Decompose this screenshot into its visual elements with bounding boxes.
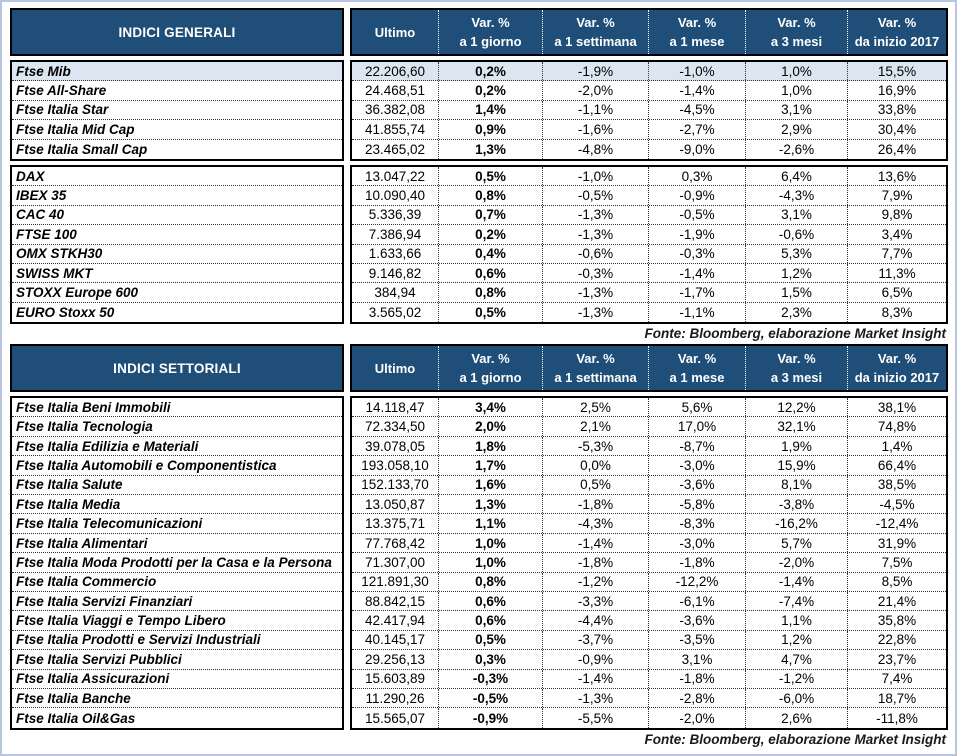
table-title: INDICI SETTORIALI <box>113 360 241 376</box>
var-3-mesi-cell: 2,9% <box>745 120 847 138</box>
index-values-row <box>352 81 946 100</box>
var-3-mesi-cell: 12,2% <box>745 398 847 416</box>
var-1-giorno-cell: 0,9% <box>438 120 542 138</box>
var-inizio-2017-cell: 22,8% <box>847 631 946 649</box>
var-3-mesi-cell: -2,0% <box>745 553 847 571</box>
var-1-settimana-cell: -4,8% <box>542 140 648 159</box>
var-1-mese-cell: -2,7% <box>648 120 745 138</box>
index-name-cell: DAX <box>12 167 342 186</box>
var-label-line1: Var. % <box>576 351 615 367</box>
var-1-giorno-cell: 0,8% <box>438 186 542 204</box>
var-inizio-2017-cell: 6,5% <box>847 283 946 301</box>
var-1-giorno-cell: 0,8% <box>438 283 542 301</box>
var-3-mesi-cell: 1,0% <box>745 62 847 80</box>
var-3-mesi-cell: 5,3% <box>745 245 847 263</box>
index-values-column <box>350 60 948 161</box>
var-1-giorno-cell: 1,1% <box>438 514 542 532</box>
var-1-mese-cell: -1,1% <box>648 303 745 322</box>
index-values-row <box>352 514 946 533</box>
var-1-giorno-cell: 2,0% <box>438 417 542 435</box>
index-values-row <box>352 167 946 186</box>
index-values-row <box>352 573 946 592</box>
index-name-cell: Ftse Italia Edilizia e Materiali <box>12 437 342 456</box>
index-values-row <box>352 417 946 436</box>
index-name-cell: CAC 40 <box>12 206 342 225</box>
var-3-mesi-cell: 32,1% <box>745 417 847 435</box>
index-values-row <box>352 689 946 708</box>
var-1-giorno-cell: -0,9% <box>438 708 542 727</box>
ultimo-cell: 71.307,00 <box>364 554 426 570</box>
var-1-giorno-cell: 0,5% <box>438 303 542 322</box>
var-1-mese-cell: -1,7% <box>648 283 745 301</box>
var-inizio-2017-cell: -11,8% <box>847 708 946 727</box>
index-name-cell: Ftse Italia Media <box>12 495 342 514</box>
table-title: INDICI GENERALI <box>118 24 236 40</box>
var-inizio-2017-cell: 66,4% <box>847 456 946 474</box>
var-label-line1: Var. % <box>877 351 917 367</box>
var-label-line2: da inizio 2017 <box>854 34 940 49</box>
var-1-giorno-cell: 1,3% <box>438 140 542 159</box>
var-label-line1: Var. % <box>677 351 717 367</box>
index-values-row <box>352 631 946 650</box>
var-1-giorno-cell: 0,2% <box>438 81 542 99</box>
var-1-settimana-cell: -1,4% <box>542 670 648 688</box>
var-inizio-2017-cell: 7,4% <box>847 670 946 688</box>
index-values-row <box>352 245 946 264</box>
var-1-settimana-cell: -1,8% <box>542 553 648 571</box>
var-column-header <box>847 10 946 54</box>
var-1-mese-cell: -0,9% <box>648 186 745 204</box>
market-report-page <box>10 8 948 749</box>
index-name-cell: Ftse Italia Assicurazioni <box>12 670 342 689</box>
var-label-line2: a 1 mese <box>669 370 725 386</box>
var-1-mese-cell: -12,2% <box>648 573 745 591</box>
var-1-mese-cell: 0,3% <box>648 167 745 185</box>
index-values-row <box>352 476 946 495</box>
indici-settoriali-table <box>10 344 948 730</box>
var-inizio-2017-cell: 21,4% <box>847 592 946 610</box>
ultimo-cell: 22.206,60 <box>364 63 426 79</box>
var-column-header <box>438 346 542 390</box>
index-values-row <box>352 592 946 611</box>
var-label-line1: Var. % <box>777 351 816 367</box>
index-name-cell: Ftse Italia Beni Immobili <box>12 398 342 417</box>
index-values-row <box>352 62 946 81</box>
var-1-giorno-cell: 1,7% <box>438 456 542 474</box>
var-1-settimana-cell: -1,3% <box>542 206 648 224</box>
var-3-mesi-cell: -7,4% <box>745 592 847 610</box>
var-3-mesi-cell: -2,6% <box>745 140 847 159</box>
var-label-line1: Var. % <box>877 15 917 30</box>
index-values-row <box>352 120 946 139</box>
var-column-header <box>542 10 648 54</box>
index-values-row <box>352 303 946 322</box>
ultimo-cell: 121.891,30 <box>361 574 429 590</box>
index-values-row <box>352 225 946 244</box>
var-1-mese-cell: -2,8% <box>648 689 745 707</box>
var-1-mese-cell: -6,1% <box>648 592 745 610</box>
var-column-header <box>648 10 745 54</box>
var-3-mesi-cell: 1,1% <box>745 611 847 629</box>
index-group <box>10 60 948 161</box>
var-1-settimana-cell: -0,5% <box>542 186 648 204</box>
var-inizio-2017-cell: 38,5% <box>847 476 946 494</box>
var-1-giorno-cell: 0,6% <box>438 611 542 629</box>
ultimo-column-header <box>352 10 438 54</box>
var-3-mesi-cell: 6,4% <box>745 167 847 185</box>
var-1-mese-cell: -3,6% <box>648 611 745 629</box>
var-label-line2: a 3 mesi <box>770 370 823 386</box>
index-name-cell: Ftse Italia Banche <box>12 689 342 708</box>
var-1-mese-cell: -1,8% <box>648 670 745 688</box>
index-name-cell: Ftse Italia Alimentari <box>12 534 342 553</box>
var-inizio-2017-cell: 33,8% <box>847 101 946 119</box>
index-values-row <box>352 437 946 456</box>
var-1-settimana-cell: 0,5% <box>542 476 648 494</box>
index-name-cell: IBEX 35 <box>12 186 342 205</box>
var-1-settimana-cell: -1,3% <box>542 689 648 707</box>
var-1-settimana-cell: -1,9% <box>542 62 648 80</box>
var-1-giorno-cell: 1,4% <box>438 101 542 119</box>
index-values-row <box>352 495 946 514</box>
var-3-mesi-cell: 1,2% <box>745 631 847 649</box>
var-column-header <box>542 346 648 390</box>
var-inizio-2017-cell: 74,8% <box>847 417 946 435</box>
index-values-row <box>352 456 946 475</box>
var-inizio-2017-cell: 26,4% <box>847 140 946 159</box>
index-name-cell: Ftse Italia Star <box>12 101 342 120</box>
var-1-settimana-cell: -1,3% <box>542 225 648 243</box>
table-title-cell <box>10 344 344 392</box>
index-name-cell: Ftse All-Share <box>12 81 342 100</box>
var-inizio-2017-cell: 3,4% <box>847 225 946 243</box>
index-name-cell: EURO Stoxx 50 <box>16 304 115 320</box>
var-label-line2: a 1 giorno <box>459 34 522 49</box>
ultimo-cell: 15.565,07 <box>364 710 426 726</box>
var-1-mese-cell: -2,0% <box>648 708 745 727</box>
table-header-row <box>10 344 948 392</box>
var-3-mesi-cell: -1,2% <box>745 670 847 688</box>
index-values-row <box>352 553 946 572</box>
column-headers <box>350 344 948 392</box>
var-inizio-2017-cell: 23,7% <box>847 650 946 668</box>
var-1-giorno-cell: 1,0% <box>438 553 542 571</box>
index-values-row <box>352 206 946 225</box>
ultimo-cell: 13.047,22 <box>364 168 426 184</box>
var-1-settimana-cell: -0,9% <box>542 650 648 668</box>
index-name-cell: Ftse Italia Small Cap <box>16 141 148 157</box>
ultimo-cell: 3.565,02 <box>368 304 422 320</box>
index-values-row <box>352 101 946 120</box>
var-inizio-2017-cell: 8,3% <box>847 303 946 322</box>
column-header-cells <box>352 346 946 390</box>
var-3-mesi-cell: 1,5% <box>745 283 847 301</box>
index-values-row <box>352 650 946 669</box>
var-1-mese-cell: -4,5% <box>648 101 745 119</box>
ultimo-column-label: Ultimo <box>374 360 416 376</box>
index-name-column <box>10 396 344 730</box>
var-3-mesi-cell: -0,6% <box>745 225 847 243</box>
ultimo-cell: 39.078,05 <box>364 438 426 454</box>
var-label-line2: a 1 giorno <box>459 370 522 386</box>
var-inizio-2017-cell: 11,3% <box>847 264 946 282</box>
var-1-mese-cell: 5,6% <box>648 398 745 416</box>
var-1-mese-cell: -1,4% <box>648 264 745 282</box>
var-1-giorno-cell: 1,0% <box>438 534 542 552</box>
var-inizio-2017-cell: 9,8% <box>847 206 946 224</box>
var-1-giorno-cell: 0,2% <box>438 62 542 80</box>
var-1-mese-cell: -1,0% <box>648 62 745 80</box>
var-1-settimana-cell: -1,8% <box>542 495 648 513</box>
var-inizio-2017-cell: -4,5% <box>847 495 946 513</box>
var-3-mesi-cell: -6,0% <box>745 689 847 707</box>
index-name-cell: Ftse Italia Salute <box>12 476 342 495</box>
var-1-mese-cell: 17,0% <box>648 417 745 435</box>
var-1-settimana-cell: -2,0% <box>542 81 648 99</box>
ultimo-cell: 11.290,26 <box>365 690 425 706</box>
index-name-cell: Ftse Italia Telecomunicazioni <box>12 514 342 533</box>
var-1-mese-cell: -0,3% <box>648 245 745 263</box>
ultimo-cell: 13.050,87 <box>364 496 426 512</box>
var-1-settimana-cell: -1,6% <box>542 120 648 138</box>
ultimo-cell: 152.133,70 <box>361 477 429 493</box>
ultimo-cell: 7.386,94 <box>368 226 422 242</box>
var-3-mesi-cell: -4,3% <box>745 186 847 204</box>
table-title-cell <box>10 8 344 56</box>
index-name-cell: SWISS MKT <box>12 264 342 283</box>
ultimo-cell: 10.090,40 <box>364 188 426 204</box>
index-values-row <box>352 186 946 205</box>
var-3-mesi-cell: 2,6% <box>745 708 847 727</box>
var-1-mese-cell: -3,6% <box>648 476 745 494</box>
index-values-row <box>352 283 946 302</box>
var-inizio-2017-cell: 18,7% <box>847 689 946 707</box>
var-1-giorno-cell: 0,2% <box>438 225 542 243</box>
var-3-mesi-cell: 4,7% <box>745 650 847 668</box>
index-values-row <box>352 398 946 417</box>
var-1-giorno-cell: 0,4% <box>438 245 542 263</box>
var-1-giorno-cell: 0,5% <box>438 167 542 185</box>
ultimo-cell: 13.375,71 <box>364 516 426 532</box>
var-label-line1: Var. % <box>777 15 816 30</box>
var-label-line1: Var. % <box>471 351 510 367</box>
index-name-cell: Ftse Italia Mid Cap <box>12 120 342 139</box>
var-1-settimana-cell: -5,3% <box>542 437 648 455</box>
var-1-mese-cell: -3,0% <box>648 534 745 552</box>
var-inizio-2017-cell: 8,5% <box>847 573 946 591</box>
index-group <box>10 396 948 730</box>
var-1-mese-cell: -0,5% <box>648 206 745 224</box>
index-values-column <box>350 396 948 730</box>
var-1-settimana-cell: 2,1% <box>542 417 648 435</box>
var-1-mese-cell: -1,9% <box>648 225 745 243</box>
index-values-row <box>352 611 946 630</box>
var-label-line1: Var. % <box>677 15 717 30</box>
var-1-mese-cell: -8,3% <box>648 514 745 532</box>
index-name-column <box>10 60 344 161</box>
var-inizio-2017-cell: 38,1% <box>847 398 946 416</box>
var-1-giorno-cell: 0,6% <box>438 592 542 610</box>
var-1-mese-cell: 3,1% <box>648 650 745 668</box>
ultimo-cell: 14.118,47 <box>365 399 425 415</box>
var-1-giorno-cell: 1,8% <box>438 437 542 455</box>
var-3-mesi-cell: -16,2% <box>745 514 847 532</box>
var-3-mesi-cell: -1,4% <box>745 573 847 591</box>
var-1-giorno-cell: 0,7% <box>438 206 542 224</box>
var-1-settimana-cell: -1,3% <box>542 283 648 301</box>
var-inizio-2017-cell: -12,4% <box>847 514 946 532</box>
indici-generali-table <box>10 8 948 324</box>
var-1-mese-cell: -1,8% <box>648 553 745 571</box>
var-1-settimana-cell: -0,3% <box>542 264 648 282</box>
index-name-cell: Ftse Mib <box>12 62 342 81</box>
var-3-mesi-cell: -3,8% <box>745 495 847 513</box>
var-1-mese-cell: -5,8% <box>648 495 745 513</box>
var-1-settimana-cell: -1,0% <box>542 167 648 185</box>
index-name-cell: Ftse Italia Oil&Gas <box>16 710 136 726</box>
var-label-line2: a 1 mese <box>669 34 725 49</box>
index-name-cell: Ftse Italia Servizi Pubblici <box>12 650 342 669</box>
var-column-header <box>438 10 542 54</box>
ultimo-cell: 5.336,39 <box>368 207 422 223</box>
var-3-mesi-cell: 8,1% <box>745 476 847 494</box>
index-group <box>10 165 948 324</box>
var-3-mesi-cell: 2,3% <box>745 303 847 322</box>
ultimo-cell: 29.256,13 <box>364 651 426 667</box>
index-values-row <box>352 708 946 727</box>
index-name-cell: Ftse Italia Moda Prodotti per la Casa e la Persona <box>12 553 342 572</box>
index-name-cell: Ftse Italia Prodotti e Servizi Industriali <box>12 631 342 650</box>
column-header-cells <box>352 10 946 54</box>
column-headers <box>350 8 948 56</box>
table-header-row <box>10 8 948 56</box>
var-1-giorno-cell: 0,3% <box>438 650 542 668</box>
index-name-cell: Ftse Italia Commercio <box>12 573 342 592</box>
ultimo-cell: 72.334,50 <box>364 419 426 435</box>
var-1-giorno-cell: 0,6% <box>438 264 542 282</box>
var-1-settimana-cell: -1,2% <box>542 573 648 591</box>
index-name-cell: Ftse Italia Tecnologia <box>12 417 342 436</box>
var-column-header <box>745 346 847 390</box>
var-1-settimana-cell: -3,7% <box>542 631 648 649</box>
ultimo-cell: 36.382,08 <box>364 102 426 118</box>
var-inizio-2017-cell: 13,6% <box>847 167 946 185</box>
var-inizio-2017-cell: 1,4% <box>847 437 946 455</box>
index-values-row <box>352 534 946 553</box>
ultimo-column-header <box>352 346 438 390</box>
var-inizio-2017-cell: 16,9% <box>847 81 946 99</box>
var-1-giorno-cell: 3,4% <box>438 398 542 416</box>
index-name-column <box>10 165 344 324</box>
var-1-settimana-cell: 2,5% <box>542 398 648 416</box>
ultimo-cell: 9.146,82 <box>368 265 422 281</box>
var-1-settimana-cell: -1,1% <box>542 101 648 119</box>
var-1-giorno-cell: 0,8% <box>438 573 542 591</box>
var-1-mese-cell: -3,5% <box>648 631 745 649</box>
ultimo-cell: 193.058,10 <box>361 457 429 473</box>
var-column-header <box>847 346 946 390</box>
var-inizio-2017-cell: 30,4% <box>847 120 946 138</box>
var-label-line2: a 1 settimana <box>554 34 637 49</box>
var-1-settimana-cell: -0,6% <box>542 245 648 263</box>
ultimo-cell: 77.768,42 <box>364 535 426 551</box>
var-1-mese-cell: -8,7% <box>648 437 745 455</box>
var-1-mese-cell: -3,0% <box>648 456 745 474</box>
source-note-generali: Fonte: Bloomberg, elaborazione Market Insight <box>644 326 946 342</box>
var-1-settimana-cell: -3,3% <box>542 592 648 610</box>
var-1-settimana-cell: -1,3% <box>542 303 648 322</box>
index-name-cell: Ftse Italia Viaggi e Tempo Libero <box>12 611 342 630</box>
var-1-settimana-cell: -5,5% <box>542 708 648 727</box>
ultimo-column-label: Ultimo <box>374 24 416 40</box>
var-1-giorno-cell: -0,5% <box>438 689 542 707</box>
index-name-cell: FTSE 100 <box>12 225 342 244</box>
index-name-cell: OMX STKH30 <box>12 245 342 264</box>
var-3-mesi-cell: 1,0% <box>745 81 847 99</box>
var-inizio-2017-cell: 31,9% <box>847 534 946 552</box>
index-values-row <box>352 264 946 283</box>
var-3-mesi-cell: 3,1% <box>745 206 847 224</box>
ultimo-cell: 384,94 <box>374 284 416 300</box>
index-name-cell: STOXX Europe 600 <box>12 283 342 302</box>
ultimo-cell: 42.417,94 <box>364 613 426 629</box>
var-1-giorno-cell: -0,3% <box>438 670 542 688</box>
var-1-giorno-cell: 1,3% <box>438 495 542 513</box>
var-1-settimana-cell: 0,0% <box>542 456 648 474</box>
index-values-row <box>352 140 946 159</box>
var-label-line2: da inizio 2017 <box>854 370 940 386</box>
index-values-row <box>352 670 946 689</box>
ultimo-cell: 15.603,89 <box>364 671 426 687</box>
var-1-mese-cell: -1,4% <box>648 81 745 99</box>
var-label-line2: a 3 mesi <box>770 34 823 49</box>
index-name-cell: Ftse Italia Servizi Finanziari <box>12 592 342 611</box>
var-3-mesi-cell: 5,7% <box>745 534 847 552</box>
index-values-column <box>350 165 948 324</box>
var-3-mesi-cell: 3,1% <box>745 101 847 119</box>
ultimo-cell: 40.145,17 <box>364 632 426 648</box>
var-inizio-2017-cell: 15,5% <box>847 62 946 80</box>
var-1-settimana-cell: -4,4% <box>542 611 648 629</box>
var-1-settimana-cell: -4,3% <box>542 514 648 532</box>
index-name-cell: Ftse Italia Automobili e Componentistica <box>12 456 342 475</box>
ultimo-cell: 23.465,02 <box>364 141 426 157</box>
ultimo-cell: 1.633,66 <box>368 246 422 262</box>
var-3-mesi-cell: 1,2% <box>745 264 847 282</box>
var-inizio-2017-cell: 35,8% <box>847 611 946 629</box>
var-3-mesi-cell: 1,9% <box>745 437 847 455</box>
ultimo-cell: 24.468,51 <box>364 83 426 99</box>
var-1-settimana-cell: -1,4% <box>542 534 648 552</box>
ultimo-cell: 41.855,74 <box>364 121 426 137</box>
var-inizio-2017-cell: 7,9% <box>847 186 946 204</box>
var-1-giorno-cell: 1,6% <box>438 476 542 494</box>
var-column-header <box>648 346 745 390</box>
var-label-line1: Var. % <box>576 15 615 30</box>
var-label-line1: Var. % <box>471 15 510 30</box>
var-label-line2: a 1 settimana <box>554 370 637 386</box>
var-1-giorno-cell: 0,5% <box>438 631 542 649</box>
var-3-mesi-cell: 15,9% <box>745 456 847 474</box>
var-1-mese-cell: -9,0% <box>648 140 745 159</box>
ultimo-cell: 88.842,15 <box>364 593 426 609</box>
var-column-header <box>745 10 847 54</box>
var-inizio-2017-cell: 7,5% <box>847 553 946 571</box>
source-note-settoriali: Fonte: Bloomberg, elaborazione Market Insight <box>644 731 946 747</box>
var-inizio-2017-cell: 7,7% <box>847 245 946 263</box>
